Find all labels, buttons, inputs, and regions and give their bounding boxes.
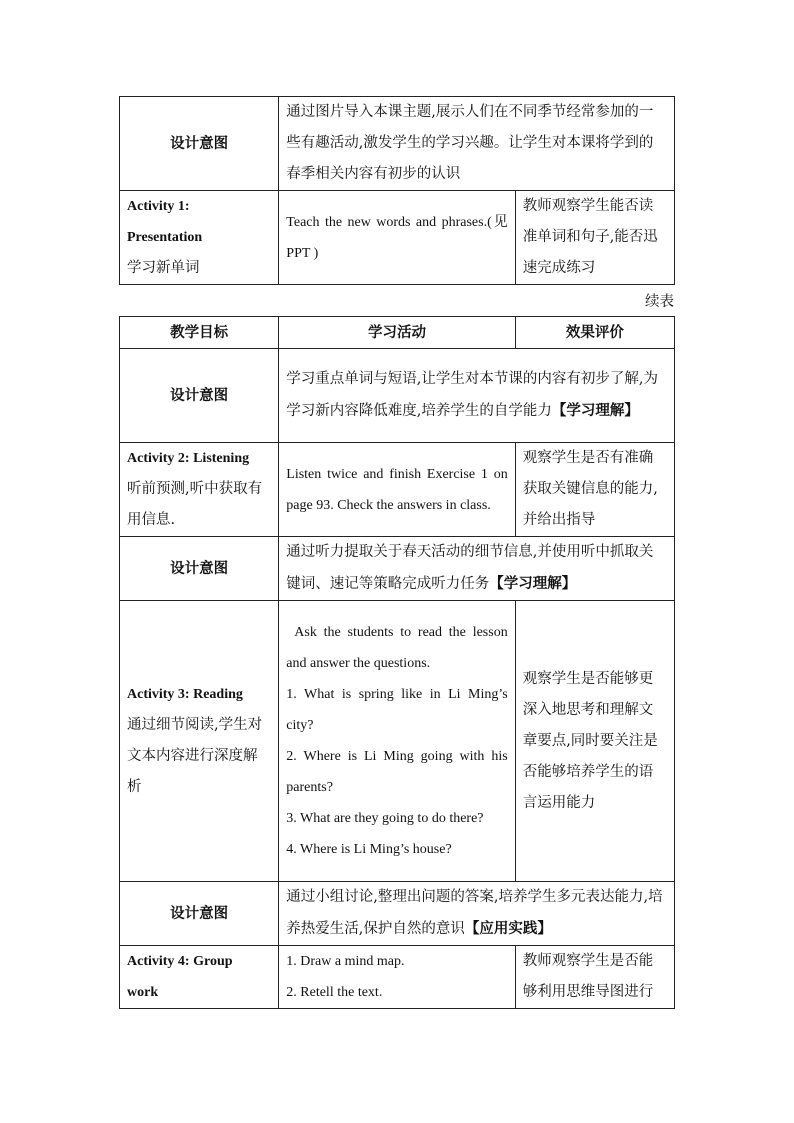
activity-3-eval: 观察学生是否能够更深入地思考和理解文章要点,同时要关注是否能够培养学生的语言运用能力 (515, 601, 674, 882)
activity-2-cell (120, 443, 279, 537)
activity-4-content (279, 946, 515, 1009)
activity-2-desc: 听前预测,听中获取有用信息. (127, 481, 263, 528)
activity-1-cell (120, 191, 279, 285)
activity-3-desc: 通过细节阅读,学生对文本内容进行深度解析 (127, 717, 263, 795)
table-row (120, 97, 675, 191)
design-intent-text: 通过图片导入本课主题,展示人们在不同季节经常参加的一些有趣活动,激发学生的学习兴趣。让学生对本课将学到的春季相关内容有初步的认识 (279, 97, 675, 191)
design-intent-label: 设计意图 (120, 882, 279, 946)
design-intent-body: 学习重点单词与短语,让学生对本节课的内容有初步了解,为学习新内容降低难度,培养学生的自学能力 (286, 371, 658, 419)
activity-2-content: Listen twice and finish Exercise 1 on page 93. Check the answers in class. (279, 443, 515, 537)
activity-1-title-cont: Presentation (127, 230, 203, 245)
design-intent-text (279, 537, 675, 601)
activity-4-title-cont: work (127, 985, 159, 1000)
activity-4-eval: 教师观察学生是否能够利用思维导图进行 (515, 946, 674, 1009)
table-row (120, 443, 675, 537)
table-row (120, 191, 675, 285)
activity-4-cell (120, 946, 279, 1009)
question-4: 4. Where is Li Ming’s house? (286, 842, 452, 857)
table-row (120, 349, 675, 443)
activity-1-desc: 学习新单词 (127, 260, 200, 276)
header-activity: 学习活动 (279, 317, 515, 349)
header-eval: 效果评价 (515, 317, 674, 349)
design-intent-body: 通过小组讨论,整理出问题的答案,培养学生多元表达能力,培养热爱生活,保护自然的意识 (286, 889, 663, 937)
table-header-row (120, 317, 675, 349)
design-intent-label: 设计意图 (120, 349, 279, 443)
design-intent-body: 通过听力提取关于春天活动的细节信息,并使用听中抓取关键词、速记等策略完成听力任务 (286, 544, 654, 592)
lesson-plan-table-1 (119, 96, 675, 285)
question-3: 3. What are they going to do there? (286, 811, 484, 826)
table-row (120, 882, 675, 946)
table-row (120, 537, 675, 601)
activity-4-item-2: 2. Retell the text. (286, 985, 383, 1000)
design-intent-label: 设计意图 (120, 97, 279, 191)
continued-label: 续表 (645, 294, 674, 310)
design-intent-tag: 【学习理解】 (489, 575, 577, 592)
activity-2-eval: 观察学生是否有准确获取关键信息的能力,并给出指导 (515, 443, 674, 537)
activity-3-content (279, 601, 515, 882)
design-intent-text (279, 882, 675, 946)
design-intent-tag: 【应用实践】 (464, 920, 552, 937)
question-2: 2. Where is Li Ming going with his parents? (286, 749, 508, 795)
design-intent-tag: 【学习理解】 (551, 402, 639, 419)
activity-1-content: Teach the new words and phrases.(见 PPT ) (279, 191, 515, 285)
activity-1-title: Activity 1: (127, 199, 190, 214)
activity-4-title: Activity 4: Group (127, 954, 233, 969)
activity-4-item-1: 1. Draw a mind map. (286, 954, 405, 969)
table-row (120, 601, 675, 882)
activity-2-title: Activity 2: Listening (127, 451, 250, 466)
design-intent-label: 设计意图 (120, 537, 279, 601)
question-1: 1. What is spring like in Li Ming’s city? (286, 687, 508, 733)
lesson-plan-table-2 (119, 316, 675, 1009)
activity-3-cell (120, 601, 279, 882)
table-row (120, 946, 675, 1009)
header-goal: 教学目标 (120, 317, 279, 349)
activity-3-intro: Ask the students to read the lesson and answer the questions. (286, 625, 508, 671)
activity-3-title: Activity 3: Reading (127, 687, 243, 702)
activity-1-eval: 教师观察学生能否读准单词和句子,能否迅速完成练习 (515, 191, 674, 285)
design-intent-text (279, 349, 675, 443)
